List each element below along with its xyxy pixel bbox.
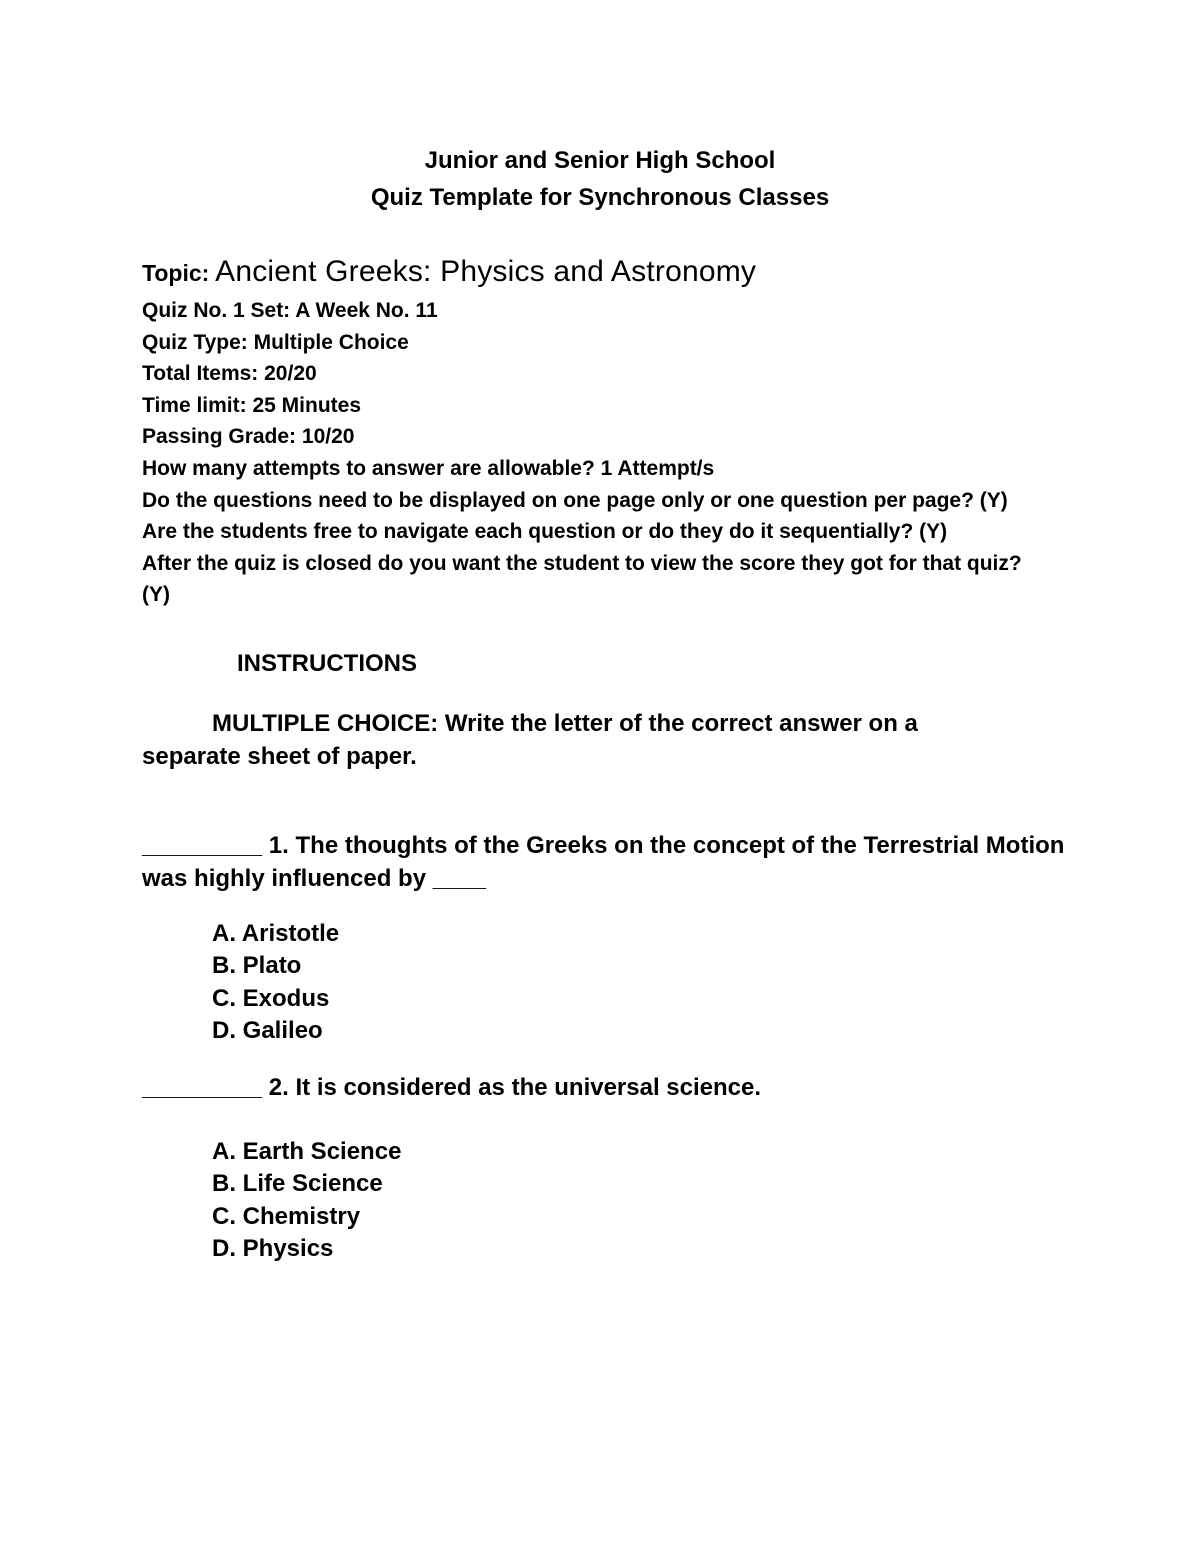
template-title: Quiz Template for Synchronous Classes [370, 184, 830, 211]
option-item: D. Galileo [212, 1016, 323, 1044]
option-item: A. Earth Science [212, 1138, 402, 1165]
topic-value: Ancient Greeks: Physics and Astronomy [215, 255, 757, 288]
topic-line [142, 252, 1082, 295]
option-item: B. Life Science [212, 1170, 383, 1198]
option-item: C. Chemistry [212, 1202, 361, 1230]
question-text: 1. The thoughts of the Greeks on the concept of the Terrestrial Motion was highly influenced by ____ [142, 832, 1065, 892]
option-item: C. Exodus [212, 984, 330, 1012]
instructions-text: MULTIPLE CHOICE: Write the letter of the correct answer on a separate sheet of paper. [142, 710, 918, 770]
school-title: Junior and Senior High School [424, 147, 776, 174]
document-header [0, 142, 1200, 216]
option-item: A. Aristotle [212, 920, 340, 947]
answer-blank: _________ [142, 1074, 263, 1101]
total-items-line: Total Items: 20/20 [142, 362, 317, 386]
option-item: B. Plato [212, 952, 302, 980]
quiz-number-line: Quiz No. 1 Set: A Week No. 11 [142, 299, 438, 322]
time-limit-line: Time limit: 25 Minutes [142, 393, 361, 417]
question-text: 2. It is considered as the universal science. [262, 1074, 762, 1101]
display-line: Do the questions need to be displayed on one page only or one question per page? (Y) [142, 488, 1008, 512]
question-2-options [212, 1136, 401, 1265]
attempts-line: How many attempts to answer are allowable? 1 Attempt/s [142, 456, 715, 480]
answer-blank: _________ [142, 832, 263, 859]
question-2 [142, 1071, 1072, 1104]
view-score-line: After the quiz is closed do you want the student to view the score they got for that quiz? (Y) [142, 551, 1022, 607]
question-1 [142, 829, 1072, 895]
quiz-type-line: Quiz Type: Multiple Choice [142, 330, 409, 354]
option-item: D. Physics [212, 1234, 334, 1262]
topic-label: Topic: [142, 260, 210, 286]
instructions-heading: INSTRUCTIONS [237, 650, 417, 677]
quiz-metadata [142, 252, 1082, 611]
question-1-options [212, 918, 339, 1047]
passing-grade-line: Passing Grade: 10/20 [142, 425, 355, 449]
navigate-line: Are the students free to navigate each question or do they do it sequentially? (Y) [142, 520, 948, 544]
